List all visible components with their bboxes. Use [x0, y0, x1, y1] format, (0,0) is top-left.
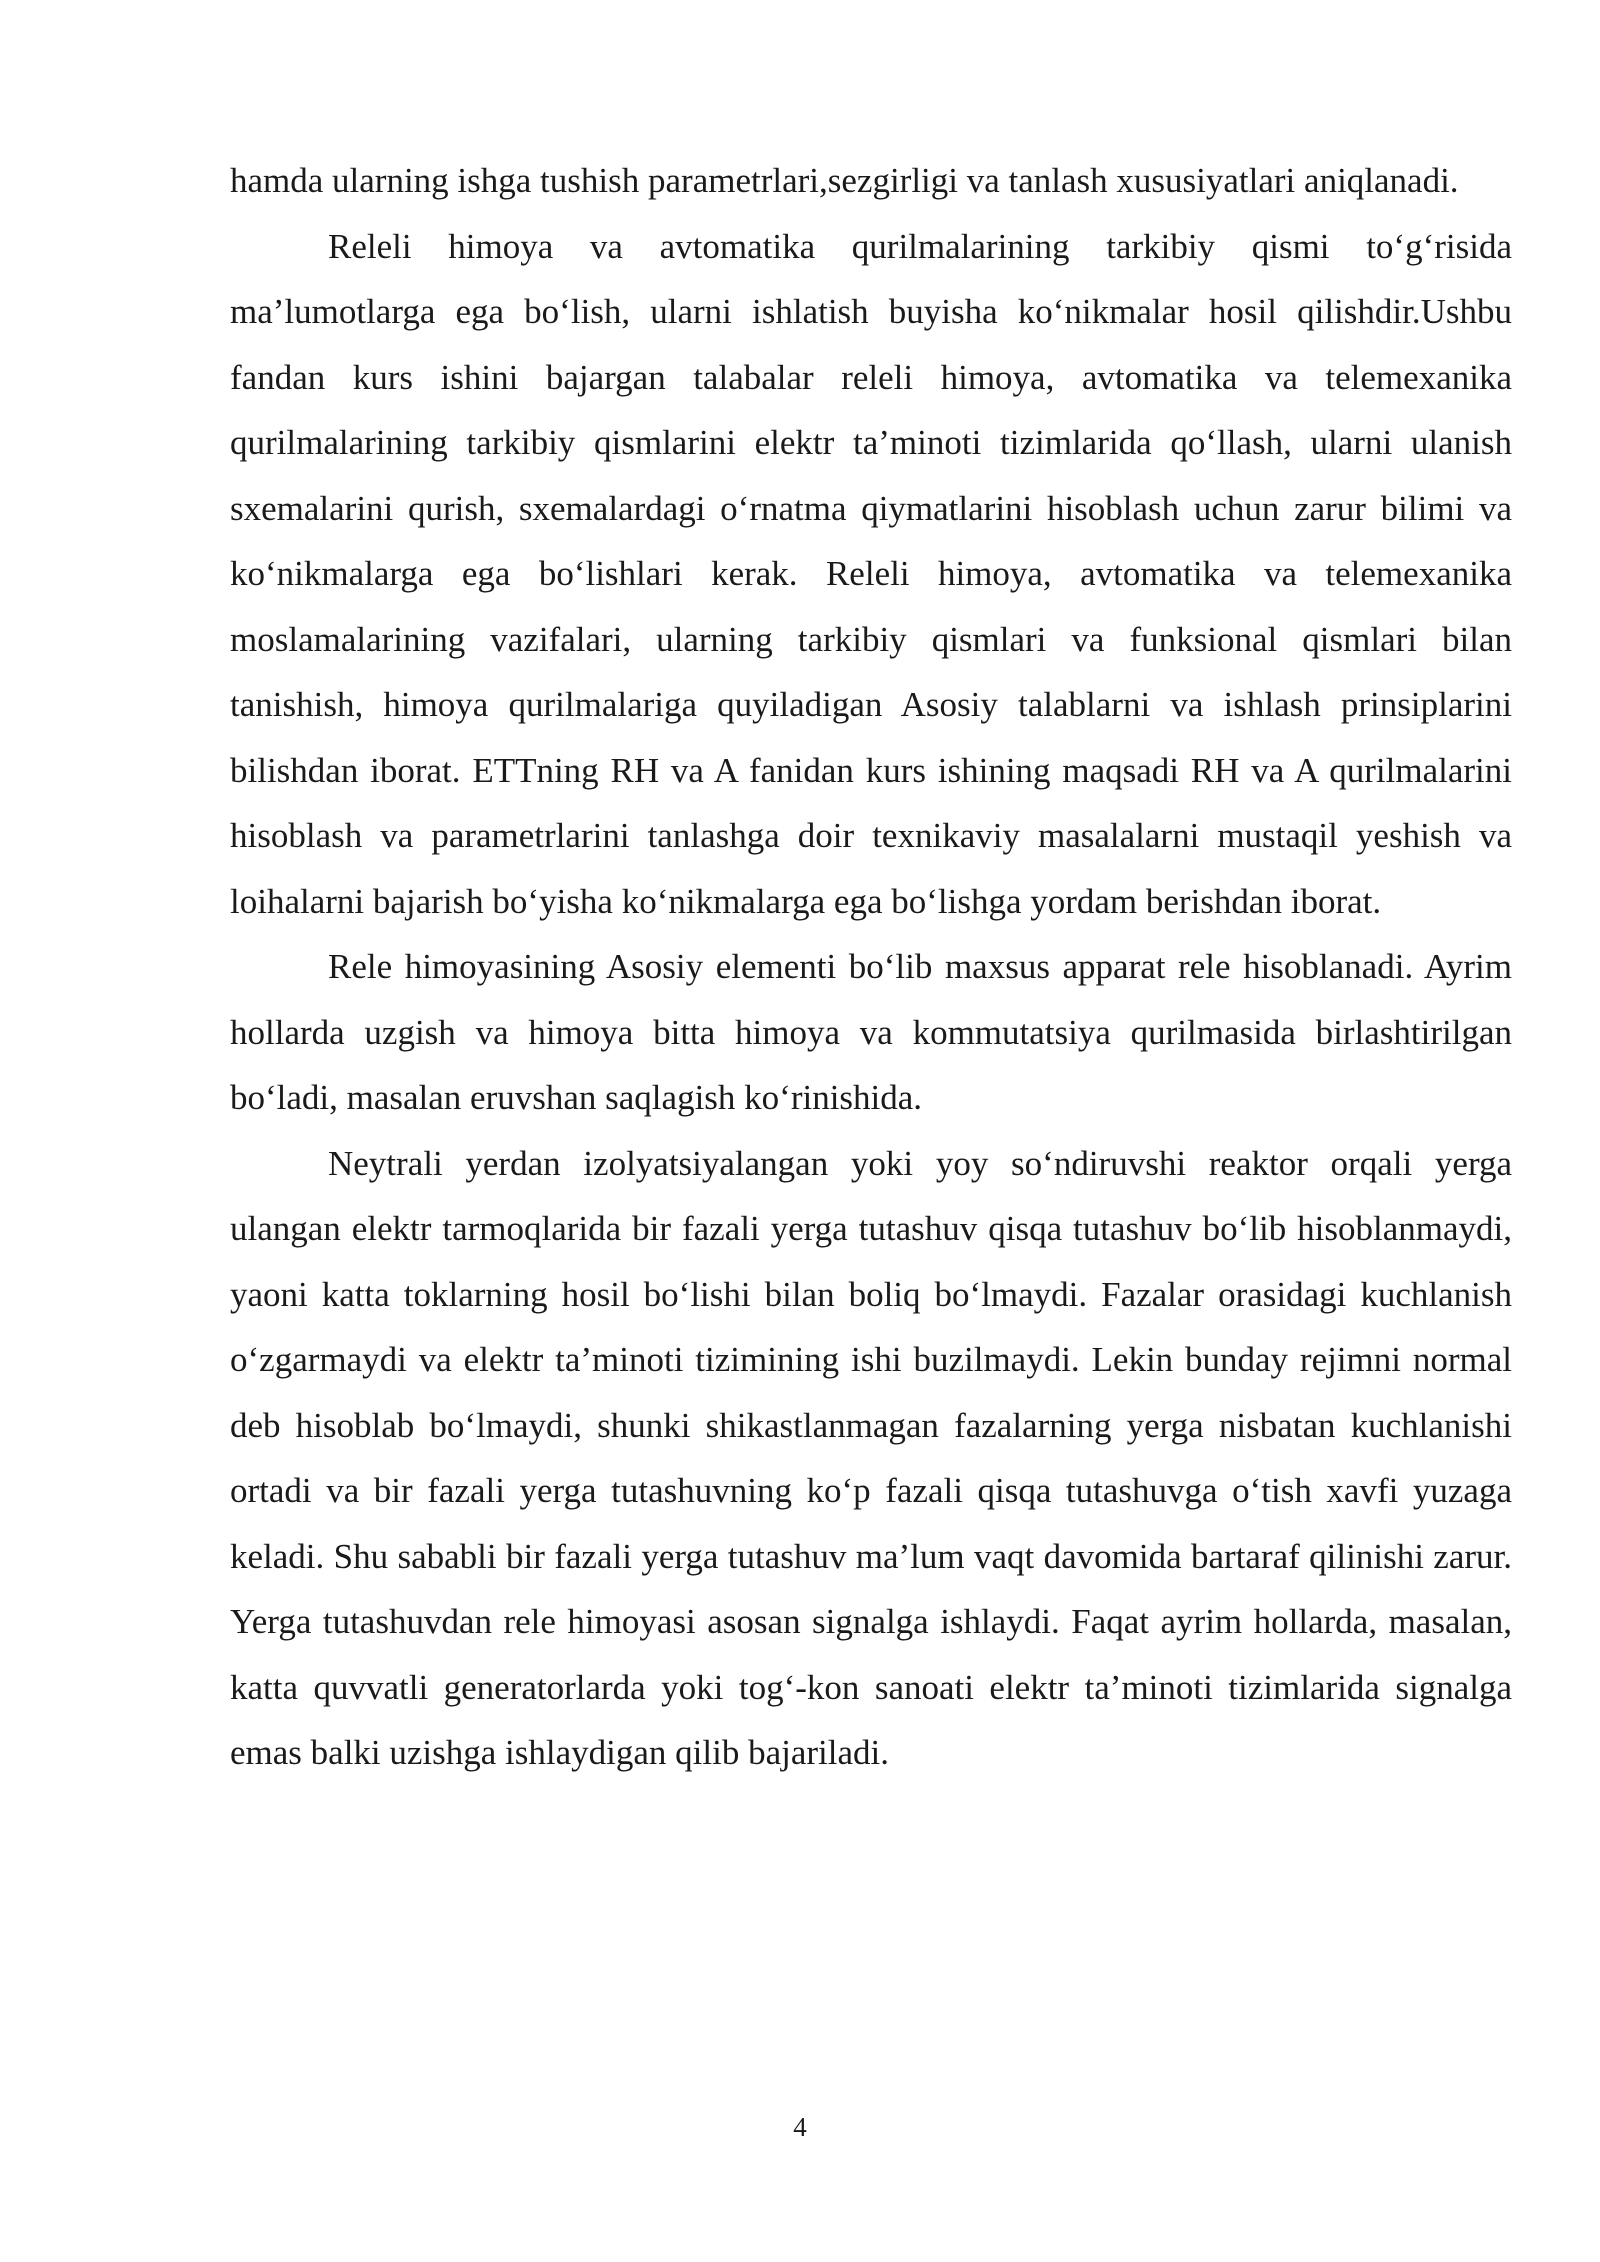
paragraph-2: Releli himoya va avtomatika qurilmalarining tarkibiy qismi to‘g‘risida ma’lumotlarga ega bo‘lish, ularni ishlatish buyisha ko‘nikmalar hosil qilishdir.Ushbu fandan kurs ishini bajargan talabalar releli himoya, avtomatika va telemexanika qurilmalarining tarkibiy qismlarini elektr ta’minoti tizimlarida qo‘llash, ularni ulanish sxemalarini qurish, sxemalardagi o‘rnatma qiymatlarini hisoblash uchun zarur bilimi va ko‘nikmalarga ega bo‘lishlari kerak. Releli himoya, avtomatika va telemexanika moslamalarining vazifalari, ularning tarkibiy qismlari va funksional qismlari bilan tanishish, himoya qurilmalariga quyiladigan Asosiy talablarni va ishlash prinsiplarini bilishdan iborat. ETTning RH va A fanidan kurs ishining maqsadi RH va A qurilmalarini hisoblash va parametrlarini tanlashga doir texnikaviy masalalarni mustaqil yeshish va loihalarni bajarish bo‘yisha ko‘nikmalarga ega bo‘lishga yordam berishdan iborat.: [230, 226, 1512, 921]
paragraph-4: Neytrali yerdan izolyatsiyalangan yoki yoy so‘ndiruvshi reaktor orqali yerga ulangan elektr tarmoqlarida bir fazali yerga tutashuv qisqa tutashuv bo‘lib hisoblanmaydi, yaoni katta toklarning hosil bo‘lishi bilan boliq bo‘lmaydi. Fazalar orasidagi kuchlanish o‘zgarmaydi va elektr ta’minoti tizimining ishi buzilmaydi. Lekin bunday rejimni normal deb hisoblab bo‘lmaydi, shunki shikastlanmagan fazalarning yerga nisbatan kuchlanishi ortadi va bir fazali yerga tutashuvning ko‘p fazali qisqa tutashuvga o‘tish xavfi yuzaga keladi. Shu sababli bir fazali yerga tutashuv ma’lum vaqt davomida bartaraf qilinishi zarur. Yerga tutashuvdan rele himoyasi asosan signalga ishlaydi. Faqat ayrim hollarda, masalan, katta quvvatli generatorlarda yoki tog‘-kon sanoati elektr ta’minoti tizimlarida signalga emas balki uzishga ishlaydigan qilib bajariladi.: [230, 1143, 1512, 1772]
paragraph-1: hamda ularning ishga tushish parametrlari,sezgirligi va tanlash xususiyatlari aniqlanadi.: [230, 161, 1459, 200]
page-body: [230, 148, 1512, 1786]
paragraph-3: Rele himoyasining Asosiy elementi bo‘lib maxsus apparat rele hisoblanadi. Ayrim hollarda uzgish va himoya bitta himoya va kommutatsiya qurilmasida birlashtirilgan bo‘ladi, masalan eruvshan saqlagish ko‘rinishida.: [230, 947, 1512, 1117]
page-number: 4: [793, 2112, 807, 2142]
